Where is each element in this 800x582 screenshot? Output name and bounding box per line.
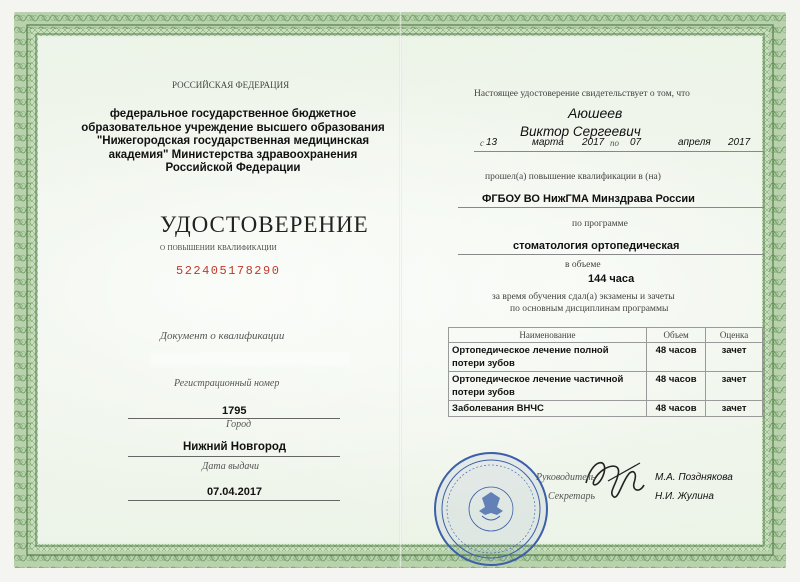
subject-name: Ортопедическое лечение полной потери зубов (449, 343, 647, 372)
subject-volume: 48 часов (646, 401, 705, 417)
date-line (128, 500, 340, 501)
subject-grade: зачет (706, 343, 763, 372)
volume-label: в объеме (565, 260, 601, 270)
city-label: Город (226, 419, 252, 430)
subject-volume: 48 часов (646, 343, 705, 372)
country-label: РОССИЙСКАЯ ФЕДЕРАЦИЯ (172, 80, 290, 90)
document-title: УДОСТОВЕРЕНИЕ (160, 212, 369, 237)
issue-date-label: Дата выдачи (202, 461, 260, 472)
from-month: марта (532, 137, 564, 148)
holder-name: Виктор Сергеевич (520, 124, 641, 139)
certifies-text: Настоящее удостоверение свидетельствует о том, что (474, 89, 690, 99)
subject-volume: 48 часов (646, 372, 705, 401)
subject-name: Ортопедическое лечение частичной потери зубов (449, 372, 647, 401)
head-name: М.А. Позднякова (655, 472, 733, 483)
head-signature-label: Руководитель (536, 472, 596, 483)
exam-text-2: по основным дисциплинам программы (510, 304, 669, 314)
table-row (449, 372, 763, 401)
subject-grade: зачет (706, 401, 763, 417)
issue-date: 07.04.2017 (207, 486, 263, 498)
institution-line (458, 207, 763, 208)
table-row (449, 343, 763, 372)
study-label: прошел(а) повышение квалификации в (на) (485, 172, 661, 182)
official-stamp-icon (432, 450, 550, 568)
table-row (449, 401, 763, 417)
period-row (480, 137, 751, 148)
city-line (128, 456, 340, 457)
from-year: 2017 (582, 137, 605, 148)
subjects-table (448, 327, 763, 417)
document-subtitle: о повышении квалификации (160, 242, 277, 253)
to-month: апреля (678, 137, 711, 148)
center-fold (399, 12, 402, 568)
period-line (474, 151, 764, 152)
exam-text-1: за время обучения сдал(а) экзамены и зачеты (492, 292, 675, 302)
from-day: 13 (486, 137, 498, 148)
faint-watermark (150, 352, 350, 366)
program-label: по программе (572, 219, 628, 229)
organization-name: федеральное государственное бюджетное образовательное учреждение высшего образования "Нижегородская государственная медицинская академия" Министерства здравоохранения Российской Федерации (81, 108, 385, 174)
volume-value: 144 часа (588, 273, 635, 285)
subject-grade: зачет (706, 372, 763, 401)
secretary-signature-label: Секретарь (548, 491, 596, 502)
secretary-name: Н.И. Жулина (655, 491, 714, 502)
header-volume: Объем (646, 328, 705, 343)
subject-name: Заболевания ВНЧС (449, 401, 647, 417)
reg-number: 1795 (222, 405, 247, 417)
table-header-row (449, 328, 763, 343)
to-label: по (610, 138, 619, 148)
header-grade: Оценка (706, 328, 763, 343)
program-line (458, 254, 763, 255)
from-label: с (480, 138, 484, 148)
header-name: Наименование (449, 328, 647, 343)
to-year: 2017 (728, 137, 751, 148)
document-type: Документ о квалификации (160, 330, 285, 342)
holder-surname: Аюшеев (568, 105, 623, 121)
reg-number-label: Регистрационный номер (174, 378, 280, 389)
to-day: 07 (630, 137, 642, 148)
serial-number: 522405178290 (176, 264, 281, 278)
city-value: Нижний Новгород (183, 441, 287, 453)
institution-name: ФГБОУ ВО НижГМА Минздрава России (482, 193, 695, 205)
program-name: стоматология ортопедическая (513, 240, 680, 252)
